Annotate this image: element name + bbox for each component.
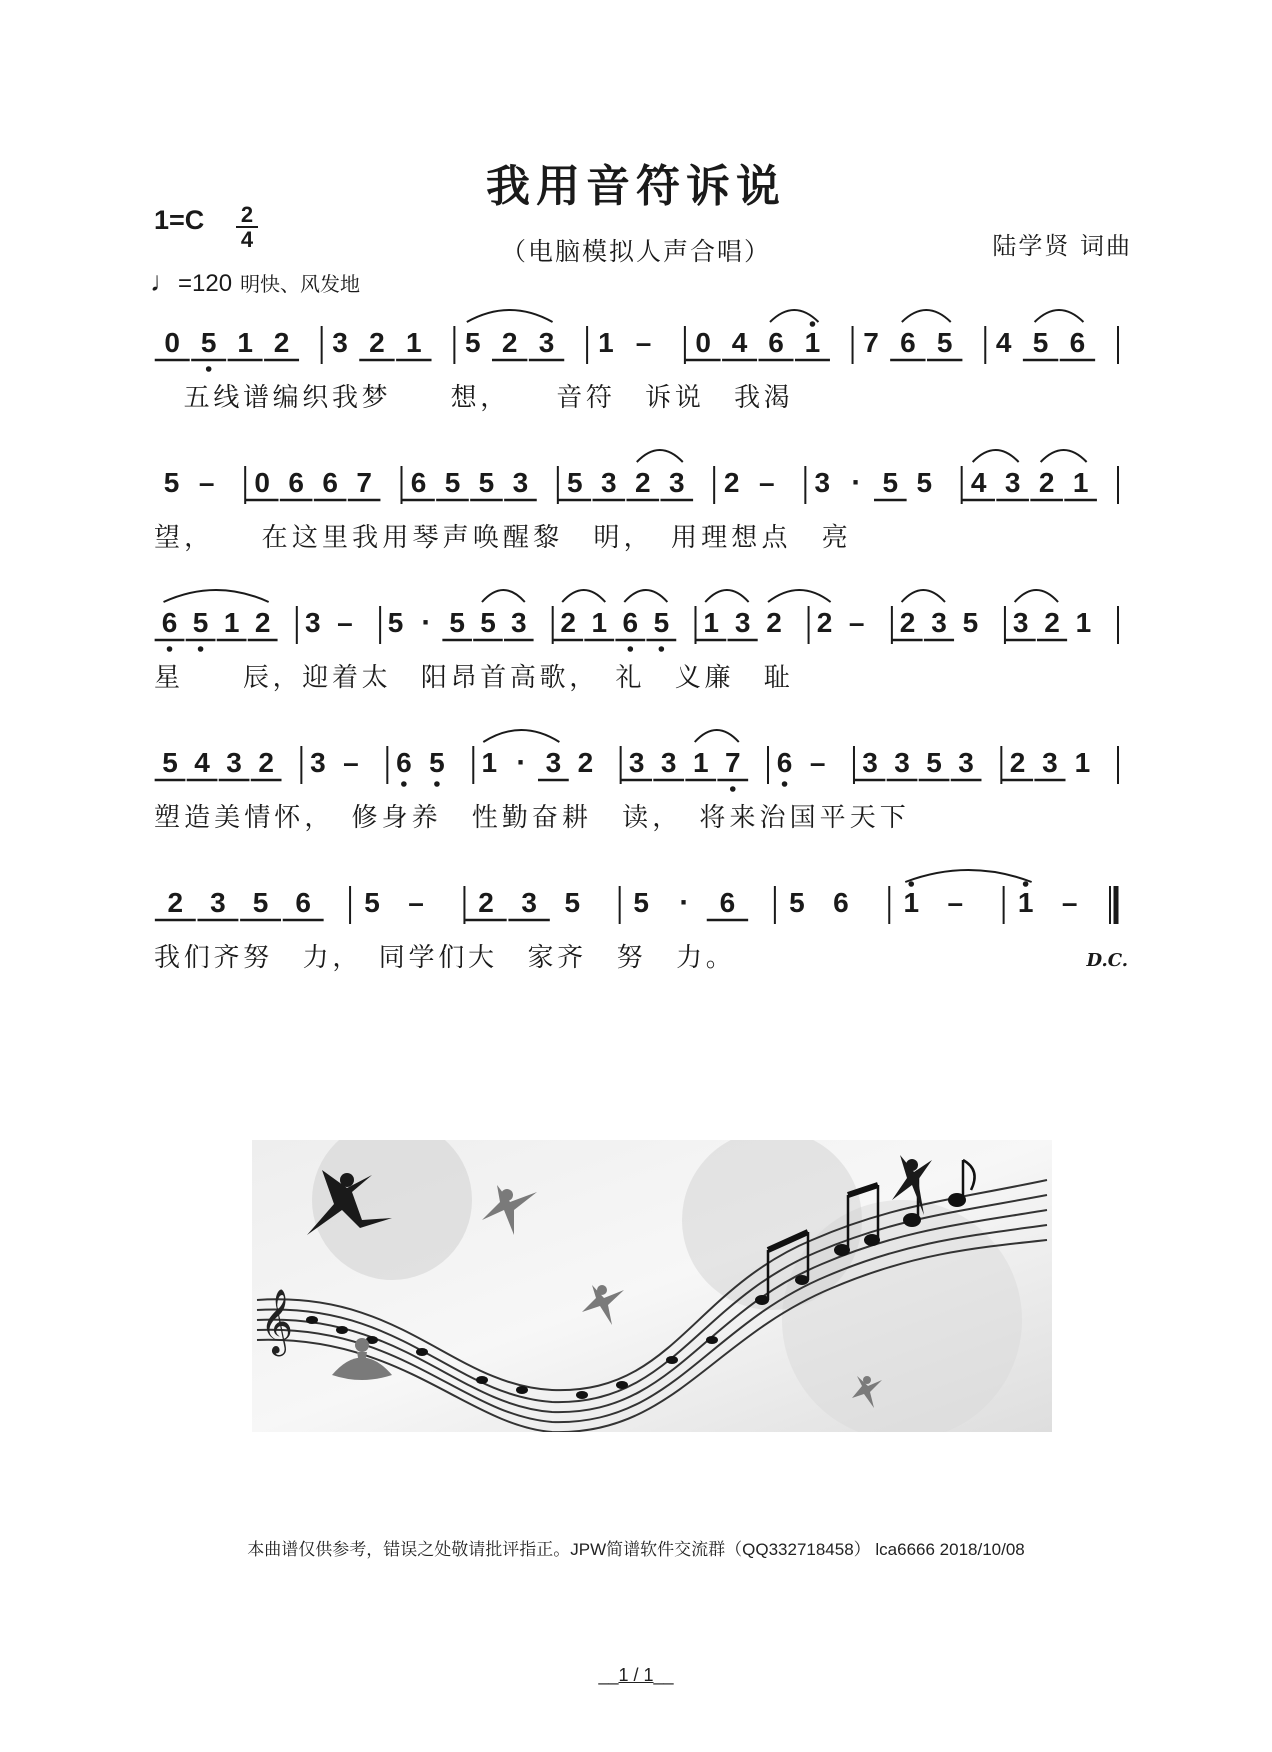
- note: 3: [894, 747, 910, 778]
- note: 6: [1069, 327, 1086, 358]
- tie-slur: [705, 590, 748, 602]
- note: 4: [194, 747, 210, 778]
- note: 1: [591, 607, 608, 638]
- note: 6: [833, 887, 849, 918]
- note: 1: [598, 327, 614, 358]
- sustain-dash: –: [758, 467, 775, 498]
- music-dancers-illustration: [252, 1140, 1052, 1432]
- tie-slur: [164, 590, 269, 602]
- tie-slur: [624, 590, 667, 602]
- octave-dot-below: [659, 646, 665, 652]
- lyrics-line: 我们齐努 力， 同学们大 家齐 努 力。: [154, 943, 734, 973]
- note: 5: [444, 467, 461, 498]
- augmentation-dot: ·: [421, 606, 432, 639]
- note: 4: [995, 327, 1012, 358]
- octave-dot-below: [628, 646, 634, 652]
- treble-clef-icon: 𝄞: [260, 1289, 294, 1354]
- note: 1: [481, 747, 498, 778]
- note: 7: [863, 327, 879, 358]
- note: 2: [899, 607, 916, 638]
- note: 2: [766, 607, 782, 638]
- note: 3: [305, 607, 321, 638]
- note: 6: [288, 467, 304, 498]
- note: 5: [926, 747, 942, 778]
- note: 3: [226, 747, 242, 778]
- sustain-dash: –: [1061, 887, 1078, 918]
- note: 5: [429, 747, 445, 778]
- lyrics-line: 星 辰，迎着太 阳昂首高歌， 礼 义廉 耻: [154, 663, 792, 693]
- note: 3: [601, 467, 617, 498]
- footer-note: 本曲谱仅供参考，错误之处敬请批评指正。JPW简谱软件交流群（QQ332718458） lca6666 2018/10/08: [247, 1540, 1025, 1559]
- note: 7: [724, 747, 741, 778]
- quarter-note-icon: ♩: [150, 266, 178, 297]
- note: 3: [521, 887, 537, 918]
- page-title: 我用音符诉说: [486, 161, 786, 212]
- note: 3: [332, 327, 348, 358]
- octave-dot-below: [434, 781, 440, 787]
- note: 3: [958, 747, 974, 778]
- sustain-dash: –: [343, 747, 359, 778]
- note: 1: [406, 327, 422, 358]
- note: 1: [903, 887, 920, 918]
- note: 2: [1009, 747, 1026, 778]
- note: 5: [653, 607, 670, 638]
- octave-dot-above: [810, 321, 816, 327]
- augmentation-dot: ·: [679, 886, 690, 919]
- note: 6: [719, 887, 736, 918]
- note: 3: [1012, 607, 1029, 638]
- note: 2: [273, 327, 290, 358]
- note: 1: [223, 607, 240, 638]
- note: 7: [356, 467, 372, 498]
- tie-slur: [467, 310, 553, 322]
- note: 5: [478, 467, 495, 498]
- octave-dot-below: [730, 786, 736, 792]
- tie-slur: [482, 590, 525, 602]
- note: 5: [564, 887, 581, 918]
- note: 2: [254, 607, 271, 638]
- note: 1: [703, 607, 719, 638]
- note: 3: [814, 467, 831, 498]
- note: 1: [1017, 887, 1034, 918]
- note: 3: [660, 747, 677, 778]
- note: 3: [931, 607, 947, 638]
- note: 5: [1032, 327, 1049, 358]
- note: 5: [916, 467, 933, 498]
- lyrics-line: 五线谱编织我梦 想， 音符 诉说 我渴: [154, 383, 792, 413]
- augmentation-dot: ·: [516, 746, 527, 779]
- note: 4: [731, 327, 748, 358]
- note: 2: [501, 327, 518, 358]
- note: 3: [512, 467, 529, 498]
- note: 2: [258, 747, 274, 778]
- note: 6: [396, 747, 412, 778]
- sustain-dash: –: [809, 747, 826, 778]
- note: 6: [776, 747, 793, 778]
- note: 3: [668, 467, 685, 498]
- note: 1: [1075, 607, 1092, 638]
- note: 1: [804, 327, 821, 358]
- note: 6: [322, 467, 338, 498]
- sustain-dash: –: [337, 607, 353, 638]
- note: 4: [970, 467, 987, 498]
- note: 6: [622, 607, 639, 638]
- tie-slur: [1015, 590, 1058, 602]
- tie-slur: [973, 450, 1019, 462]
- note: 2: [1044, 607, 1060, 638]
- octave-dot-below: [198, 646, 204, 652]
- augmentation-dot: ·: [851, 466, 862, 499]
- tie-slur: [1041, 450, 1087, 462]
- time-signature-top: 2: [240, 202, 254, 227]
- note: 2: [560, 607, 577, 638]
- tie-slur: [768, 590, 831, 602]
- tie-slur: [637, 450, 683, 462]
- note: 1: [1074, 747, 1091, 778]
- note: 5: [252, 887, 269, 918]
- note: 3: [862, 747, 878, 778]
- note: 3: [734, 607, 751, 638]
- note: 5: [882, 467, 899, 498]
- tie-slur: [905, 870, 1031, 882]
- da-capo-marking: D.C.: [1086, 950, 1128, 971]
- note: 3: [628, 747, 645, 778]
- note: 5: [789, 887, 805, 918]
- note: 5: [192, 607, 209, 638]
- note: 2: [816, 607, 833, 638]
- author-credit: 陆学贤 词曲: [992, 232, 1132, 260]
- note: 2: [478, 887, 494, 918]
- tie-slur: [770, 310, 818, 322]
- note: 1: [237, 327, 253, 358]
- note: 0: [164, 327, 181, 358]
- note: 3: [210, 887, 226, 918]
- note: 3: [1004, 467, 1021, 498]
- lyrics-line: 塑造美情怀， 修身养 性勤奋耕 读， 将来治国平天下: [154, 803, 908, 833]
- octave-dot-below: [167, 646, 173, 652]
- sustain-dash: –: [635, 327, 652, 358]
- note: 0: [695, 327, 711, 358]
- note: 1: [1072, 467, 1089, 498]
- note: 5: [633, 887, 650, 918]
- note: 3: [511, 607, 527, 638]
- octave-dot-above: [908, 881, 914, 887]
- page-number: __1 / 1__: [598, 1665, 674, 1685]
- note: 2: [577, 747, 594, 778]
- note: 5: [387, 607, 404, 638]
- sustain-dash: –: [848, 607, 865, 638]
- note: 6: [900, 327, 916, 358]
- octave-dot-below: [401, 781, 407, 787]
- lyrics-line: 望， 在这里我用琴声唤醒黎 明， 用理想点 亮: [154, 523, 850, 553]
- time-signature-bottom: 4: [240, 227, 254, 252]
- note: 2: [167, 887, 184, 918]
- note: 3: [1042, 747, 1058, 778]
- sustain-dash: –: [408, 887, 424, 918]
- tempo-value: =120: [178, 270, 233, 297]
- sustain-dash: –: [198, 467, 215, 498]
- note: 5: [936, 327, 953, 358]
- note: 5: [364, 887, 380, 918]
- note: 2: [1038, 467, 1055, 498]
- sustain-dash: –: [947, 887, 964, 918]
- key-signature: 1=C: [154, 205, 205, 235]
- note: 5: [567, 467, 583, 498]
- note: 2: [723, 467, 740, 498]
- note: 6: [768, 327, 784, 358]
- note: 6: [161, 607, 178, 638]
- note: 5: [449, 607, 465, 638]
- note: 3: [545, 747, 562, 778]
- tie-slur: [695, 730, 739, 742]
- tie-slur: [902, 310, 951, 322]
- octave-dot-below: [782, 781, 788, 787]
- note: 5: [163, 467, 180, 498]
- note: 2: [369, 327, 385, 358]
- note: 5: [200, 327, 217, 358]
- note: 6: [410, 467, 427, 498]
- octave-dot-below: [206, 366, 212, 372]
- tempo-expression: 明快、风发地: [240, 272, 361, 296]
- note: 5: [162, 747, 178, 778]
- note: 5: [465, 327, 481, 358]
- tie-slur: [562, 590, 605, 602]
- note: 0: [254, 467, 270, 498]
- note: 3: [310, 747, 326, 778]
- octave-dot-above: [1023, 881, 1029, 887]
- tie-slur: [902, 590, 945, 602]
- subtitle: （电脑模拟人声合唱）: [500, 237, 771, 266]
- tie-slur: [1035, 310, 1084, 322]
- note: 5: [962, 607, 979, 638]
- tie-slur: [483, 730, 559, 742]
- note: 6: [295, 887, 311, 918]
- note: 5: [480, 607, 496, 638]
- note: 2: [635, 467, 651, 498]
- note: 1: [692, 747, 709, 778]
- note: 3: [538, 327, 555, 358]
